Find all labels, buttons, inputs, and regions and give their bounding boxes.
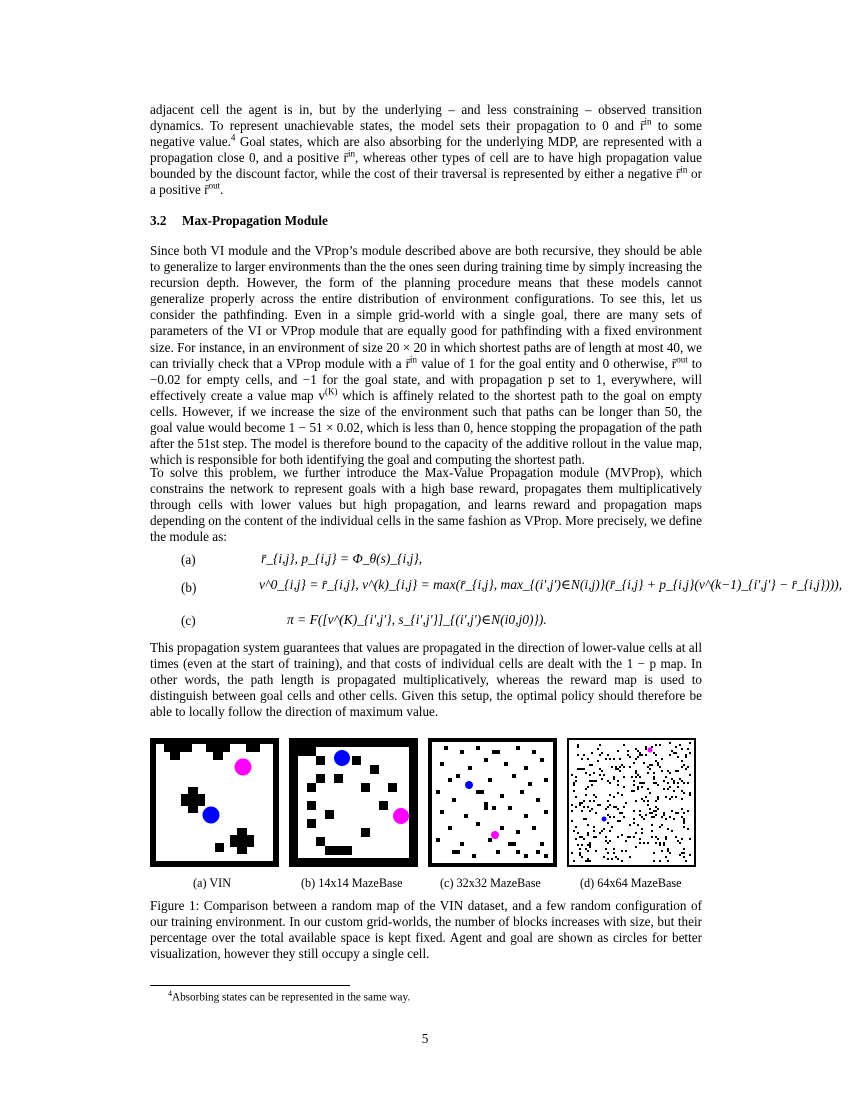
maze-32x32 xyxy=(428,738,557,867)
subcaption-d: (d) 64x64 MazeBase xyxy=(580,876,682,890)
agent-marker xyxy=(602,817,607,822)
equation-label-c: (c) xyxy=(181,613,196,628)
equation-b-text: v^0_{i,j} = r̄_{i,j}, v^(k)_{i,j} = max(r̄_{i,j}, max_{(i′,j′)∈N(i,j)}(r̄_{i,j} + p_{i,j}(v^(k−1)_{i′,j′} − r̄_{i,j}))), xyxy=(259,577,843,592)
footnote-ref[interactable]: 4 xyxy=(230,132,236,143)
equation-label-b: (b) xyxy=(181,580,197,595)
section-title: Max-Propagation Module xyxy=(182,213,328,228)
agent-marker xyxy=(334,750,350,766)
subcaption-c: (c) 32x32 MazeBase xyxy=(440,876,541,890)
footnote-rule xyxy=(150,985,350,986)
section-heading xyxy=(150,213,328,229)
footnote-mark: 4 xyxy=(168,989,172,998)
maze-32x32-svg xyxy=(428,738,557,867)
maze-64x64-svg xyxy=(567,738,696,867)
paragraph-4: This propagation system guarantees that values are propagated in the direction of lower-value cells at all times (even at the start of training), and that costs of individual cells are dealt with the 1 − p map. In other words, the path length is propagated multiplicatively, whereas the reward map is used to distinguish between goal cells and other cells. Given this setup, the optimal policy should therefore be able to locally follow the direction of maximum value. xyxy=(150,640,702,720)
maze-vin xyxy=(150,738,279,867)
maze-vin-svg xyxy=(150,738,279,867)
footnote xyxy=(168,989,410,1004)
paragraph-2: Since both VI module and the VProp’s module described above are both recursive, they should be able to generalize to larger environments than the the ones seen during training time by simply increasing the recursion depth. However, the form of the planning procedure means that these models cannot generalize properly across the entire distribution of environment configurations. To see this, let us consider the pathfinding. Even in a simple grid-world with a single goal, there are many sets of parameters of the VI or VProp module that are equally good for pathfinding with a fixed environment size. For instance, in an environment of size 20 × 20 in which shortest paths are of length at most 40, we can trivially check that a VProp module with a r̄$^{in}$ value of 1 for the goal entity and 0 otherwise, r̄$^{out}$ to −0.02 for empty cells, and −1 for the goal state, and with propagation p set to 1, everywhere, will effectively create a value map $v^{(K)}$ which is affinely related to the shortest path to the goal on empty cells. However, if we increase the size of the environment such that paths can be longer than 50, the goal value would become 1 − 51 × 0.02, which is less than 0, hence stopping the propagation of the path after the 51st step. The model is therefore bound to the capacity of the additive rollout in the value map, which is responsible for both identifying the goal and computing the shortest path. xyxy=(150,243,702,468)
agent-marker xyxy=(203,807,220,824)
goal-marker xyxy=(393,808,409,824)
section-number: 3.2 xyxy=(150,213,167,228)
goal-marker xyxy=(648,748,653,753)
goal-marker xyxy=(235,759,252,776)
figure-caption: Figure 1: Comparison between a random map of the VIN dataset, and a few random configuration of our training environment. In our custom grid-worlds, the number of blocks increases with size, but their percentage over the total available space is kept fixed. Agent and goal are shown as circles for better visualization, however they still occupy a single cell. xyxy=(150,898,702,962)
footnote-text: Absorbing states can be represented in the same way. xyxy=(172,991,411,1004)
equation-b xyxy=(259,577,842,593)
equation-c xyxy=(287,612,547,628)
equation-label-a: (a) xyxy=(181,552,196,567)
agent-marker xyxy=(465,781,473,789)
subcaption-a: (a) VIN xyxy=(193,876,232,890)
subcaption-b: (b) 14x14 MazeBase xyxy=(301,876,403,890)
maze-64x64 xyxy=(567,738,696,867)
equation-a-text: r̄_{i,j}, p_{i,j} = Φ_θ(s)_{i,j}, xyxy=(261,551,423,566)
paragraph-3: To solve this problem, we further introduce the Max-Value Propagation module (MVProp), which constrains the network to represent goals with a high base reward, propagates them multiplicatively through cells with lower values but high propagation, and learns reward and propagation maps depending on the content of the individual cells in the same fashion as VProp. More precisely, we define the module as: xyxy=(150,465,702,545)
page-number: 5 xyxy=(421,1031,429,1046)
equation-a xyxy=(261,551,422,567)
maze-14x14-svg xyxy=(289,738,418,867)
paragraph-1: adjacent cell the agent is in, but by the underlying – and less constraining – observed transition dynamics. To represent unachievable states, the model sets their propagation to 0 and r̄$^{in}$ to some negative value.$^4$ Goal states, which are also absorbing for the underlying MDP, are represented with a propagation close 0, and a positive r̄$^{in}$, whereas other types of cell are to have high propagation value bounded by the discount factor, while the cost of their traversal is represented by either a negative r̄$^{in}$ or a positive r̄$^{out}$. xyxy=(150,102,702,198)
maze-14x14 xyxy=(289,738,418,867)
goal-marker xyxy=(491,831,499,839)
equation-c-text: π = F([v^(K)_{i′,j′}, s_{i′,j′}]_{(i′,j′)∈N(i0,j0)}). xyxy=(287,612,547,627)
